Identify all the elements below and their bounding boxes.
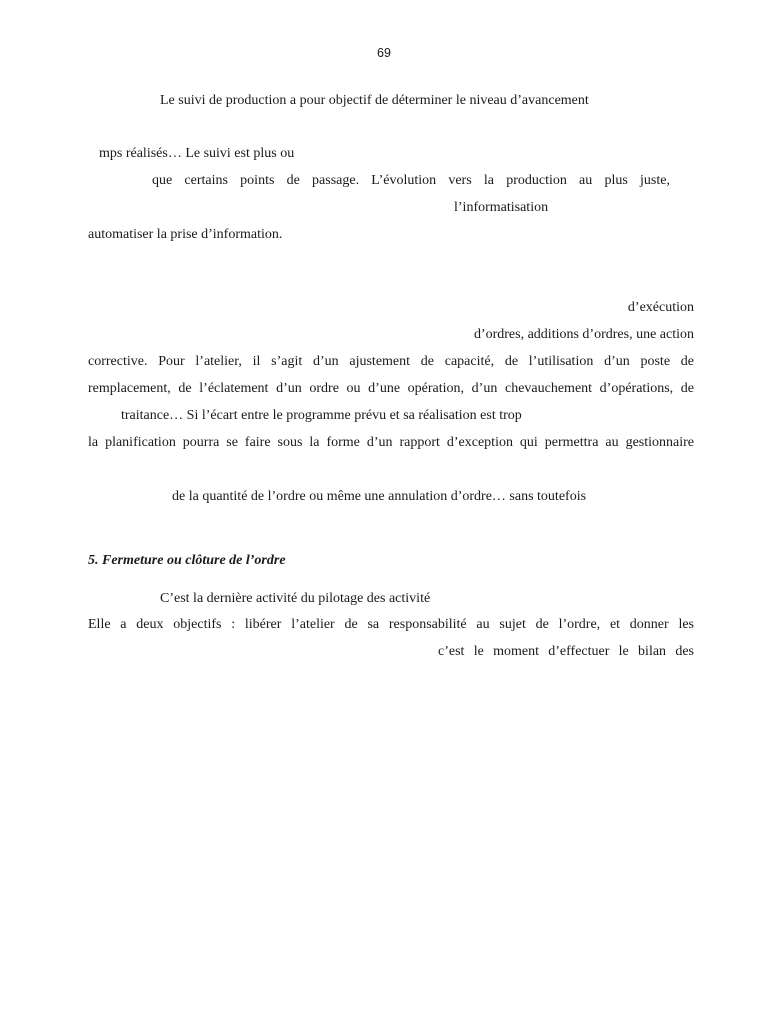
body-text-line: d’ordres, additions d’ordres, une action [473,327,694,342]
body-text-line: remplacement, de l’éclatement d’un ordre ou d’une opération, d’un chevauchement d’opérations, de [88,381,694,396]
body-text-line: la planification pourra se faire sous la forme d’un rapport d’exception qui permettra au gestionnaire [88,435,694,450]
body-text-line: de la quantité de l’ordre ou même une annulation d’ordre… sans toutefois [172,489,587,504]
section-heading: 5. Fermeture ou clôture de l’ordre [88,553,286,568]
body-text-line: mps réalisés… Le suivi est plus ou [99,146,295,161]
body-text-line: d’exécution [627,300,694,315]
body-text-line: c’est le moment d’effectuer le bilan des [438,644,694,659]
body-text-line: l’informatisation [454,200,549,215]
body-text-line: traitance… Si l’écart entre le programme prévu et sa réalisation est trop [121,408,522,423]
body-text-line: que certains points de passage. L’évolution vers la production au plus juste, [152,173,670,188]
body-text-line: Le suivi de production a pour objectif de déterminer le niveau d’avancement [160,93,589,108]
body-text-line: Elle a deux objectifs : libérer l’atelier de sa responsabilité au sujet de l’ordre, et donner les [88,617,694,632]
page-number: 69 [377,46,391,60]
body-text-line: corrective. Pour l’atelier, il s’agit d’un ajustement de capacité, de l’utilisation d’un poste de [88,354,694,369]
body-text-line: C’est la dernière activité du pilotage des activité [160,591,431,606]
body-text-line: automatiser la prise d’information. [88,227,283,242]
